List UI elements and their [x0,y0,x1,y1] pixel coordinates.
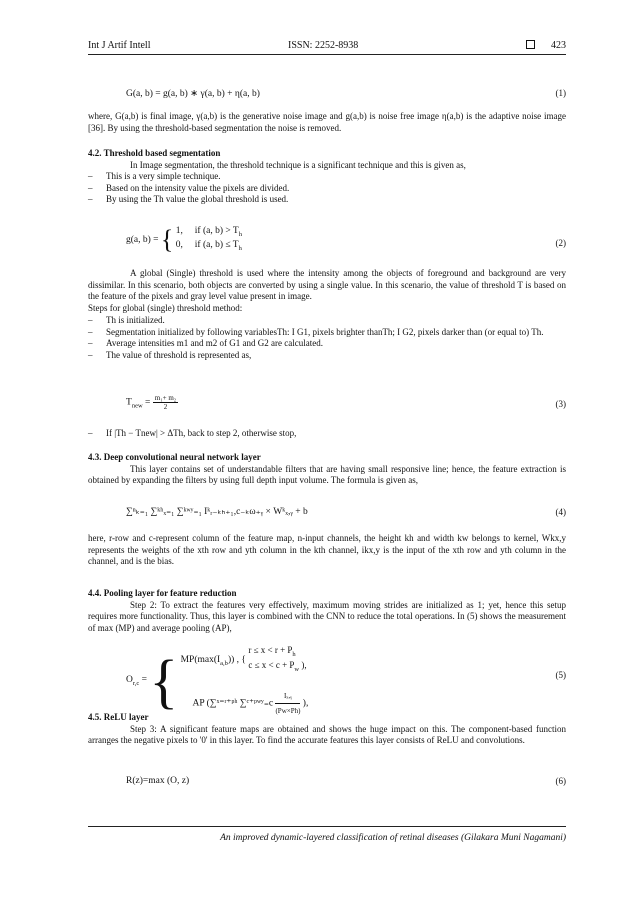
equation-6: R(z)=max (O, z) [126,776,190,786]
where-paragraph: where, G(a,b) is final image, γ(a,b) is the generative noise image and g(a,b) is noise free image η(a,b) is the adaptive noise image [36]. By using the threshold-based segmentation the noise is removed. [88,111,566,133]
running-footer [88,826,566,843]
section-heading: 4.4. Pooling layer for feature reduction [88,588,237,598]
section-heading: 4.5. ReLU layer [88,712,149,722]
equation-4-number: (4) [555,507,566,517]
section-4-3 [88,452,566,487]
section-heading: 4.3. Deep convolutional neural network layer [88,452,261,462]
list-item: – Average intensities m1 and m2 of G1 and G2 are calculated. [88,338,324,349]
list-item: – Based on the intensity value the pixels are divided. [88,182,290,193]
step-back: – If |Th − Tnew| > ΔTh, back to step 2, otherwise stop, [88,428,297,438]
list-item: – By using the Th value the global threshold is used. [88,194,289,205]
equation-5-number: (5) [555,670,566,680]
equation-3: $T_{new}$ = $\frac{\text{m₁+ m₂}}{2}$ [126,394,177,411]
steps-list [88,315,566,361]
journal-name: Int J Artif Intell [88,40,151,51]
section-4-2 [88,148,566,206]
global-threshold-paragraph: A global (Single) threshold is used where the intensity among the objects of foreground and background are very dissimilar. In this scenario, both objects are converted by using a single value. In this scenario, the value of threshold T is based on the feature of the pixels and gray level value present in image. [88,268,566,302]
section-intro: In Image segmentation, the threshold technique is a significant technique and this is given as, [130,159,466,170]
here-paragraph: here, r-row and c-represent column of the feature map, n-input channels, the height kh and width kw belongs to kernel, Wkx,y represents the weights of the xth row and yth column in the kth channel, ikx,y is the input of the xth row and yth column in the channel, and is the bias. [88,533,566,567]
equation-2: g(a, b) = { 1, if (a, $b) > T_h$ 0, if (a, $b) \le T_h$ [126,224,242,254]
equation-2-number: (2) [555,238,566,248]
equation-6-number: (6) [555,776,566,786]
steps-title: Steps for global (single) threshold method: [88,303,243,313]
section-4-5 [88,712,566,747]
page-number: 423 [551,40,566,51]
section-4-4 [88,588,566,634]
equation-1-number: (1) [555,88,566,98]
equation-3-number: (3) [555,399,566,409]
equation-4: ∑ⁿₖ₌₁ ∑ᵏʰₓ₌₁ ∑ᵏʷʸ₌₁ Iᵏᵣ₋ₖₕ₊₁,c₋ₖω₊ᵧ × Wᵏₓ,ᵧ + b [126,507,308,517]
footer-citation: An improved dynamic-layered classification of retinal diseases (Gilakara Muni Nagamani) [220,833,566,843]
equation-5: $O_{r,c}$ = { $MP(\max(I_{a,b}))$ , { $r \le x < r + P_h$ $c \le x < c + P_w$ ), AP (∑ˣ⁼ʳ⁺ᵖʰ ∑ᶜ⁺ᵖʷʸ₌c $\frac{\text{Iₓ,ᵧ}}{(Pw\times Ph)}$ ), [126,645,309,715]
list-item: – The value of threshold is represented as, [88,349,252,360]
section-paragraph: This layer contains set of understandable filters that are having small responsive line; hence, the feature extraction is obtained by expanding the filters by using full depth input volume. The formula is given as, [88,463,566,486]
list-item: – Segmentation initialized by following variablesTh: I G1, pixels brighter thanTh; I G2, pixels darker than (or equal to) Th. [88,326,544,337]
section-heading: 4.2. Threshold based segmentation [88,148,221,158]
running-header [88,40,566,55]
square-bullet-icon [526,40,535,49]
section-paragraph: Step 2: To extract the features very effectively, maximum moving strides are initialized as 1; yet, hence this setup requires more functionality. Thus, this layer is combined with the CNN to reduce the total operations. In (5) shows the measurement of max (MP) and average pooling (AP), [88,599,566,633]
section-paragraph: Step 3: A significant feature maps are obtained and shows the huge impact on this. The component-based function arranges the negative pixels to '0' in this layer. To find the accurate features this layer consists of ReLU and convolutions. [88,723,566,746]
list-item: – This is a very simple technique. [88,171,221,182]
equation-1: G(a, b) = g(a, b) ∗ γ(a, b) + η(a, b) [126,89,260,99]
list-item: – Th is initialized. [88,315,165,325]
issn: ISSN: 2252-8938 [288,40,359,51]
